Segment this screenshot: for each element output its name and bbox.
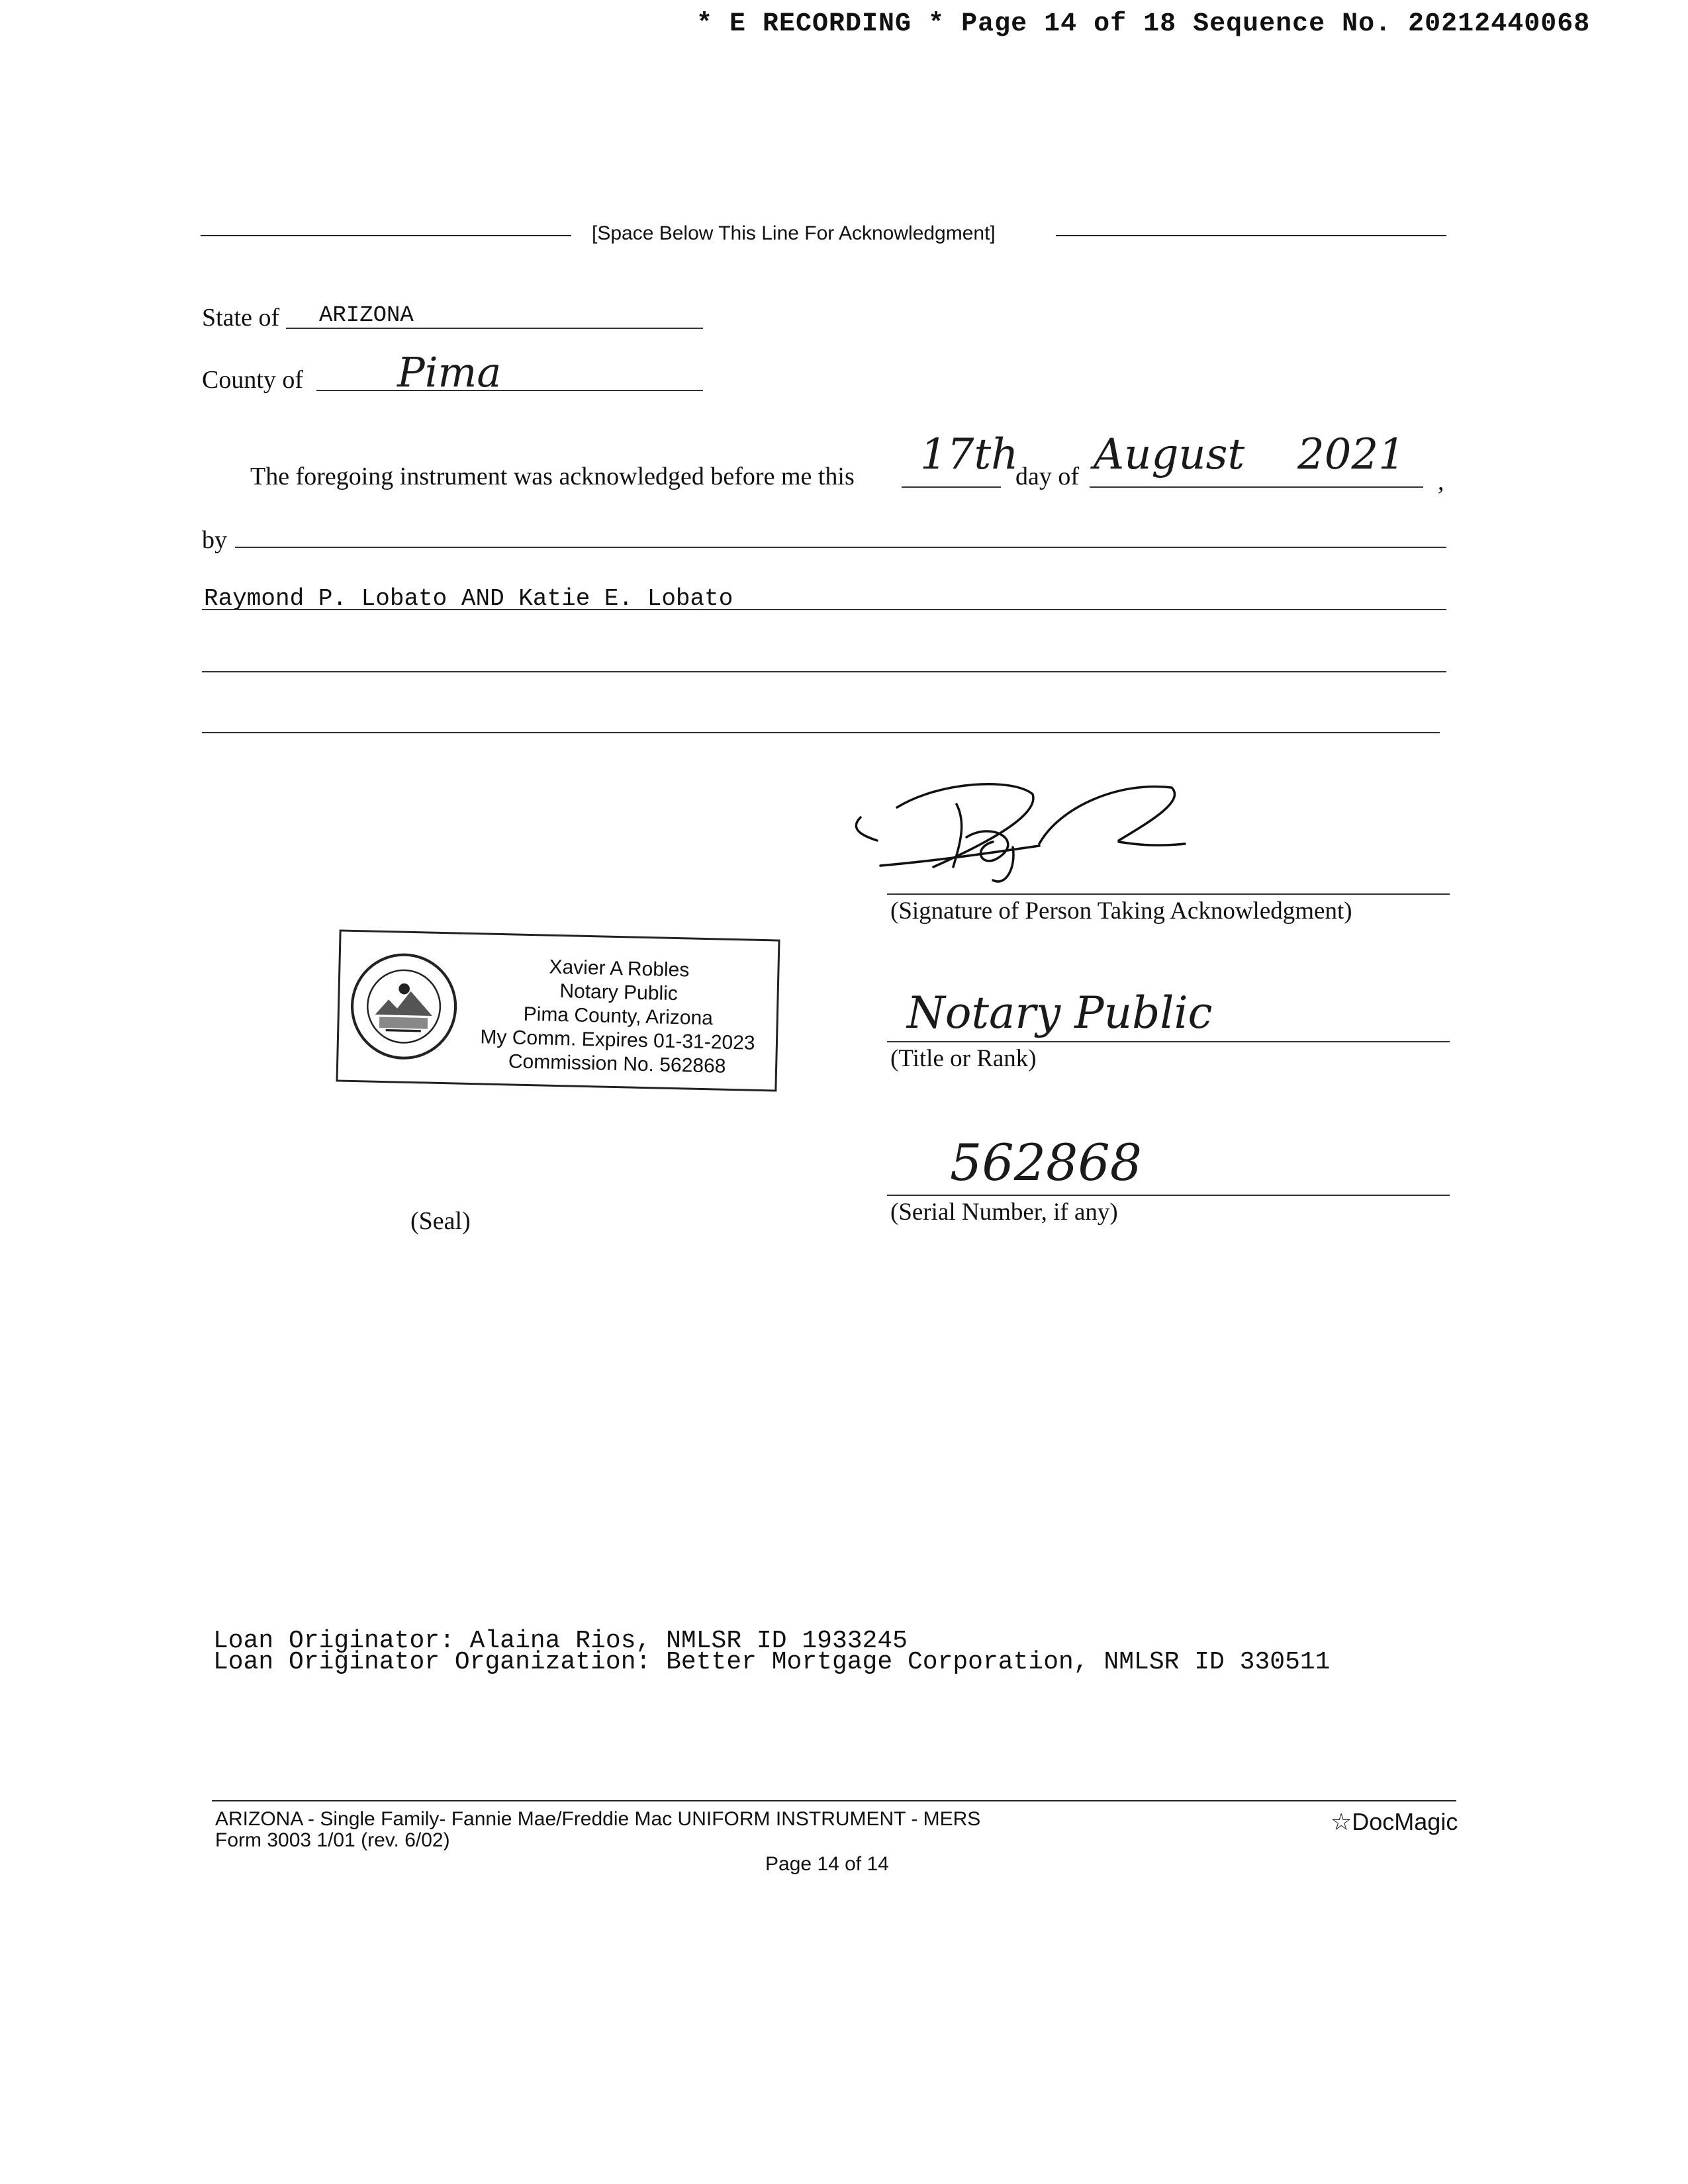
serial-field-line xyxy=(887,1195,1450,1196)
county-value-handwritten: Pima xyxy=(397,348,502,396)
sentence-comma: , xyxy=(1438,468,1444,496)
stamp-notary-title: Notary Public xyxy=(559,980,679,1005)
by-field-line xyxy=(235,547,1446,548)
title-field-line xyxy=(887,1041,1450,1042)
recording-header: * E RECORDING * Page 14 of 18 Sequence No. 20212440068 xyxy=(696,9,1591,39)
arizona-state-seal-icon xyxy=(348,950,460,1063)
star-outline-icon: ☆ xyxy=(1331,1808,1352,1835)
footer-form-title: ARIZONA - Single Family- Fannie Mae/Freddie Mac UNIFORM INSTRUMENT - MERS xyxy=(215,1808,981,1830)
day-value-handwritten: 17th xyxy=(920,430,1019,479)
docmagic-brand xyxy=(1331,1808,1458,1836)
footer-page-number: Page 14 of 14 xyxy=(765,1853,889,1875)
state-value: ARIZONA xyxy=(319,303,414,328)
serial-value-handwritten: 562868 xyxy=(950,1133,1143,1192)
month-year-field-line xyxy=(1090,486,1423,488)
county-field-line xyxy=(316,390,703,391)
signature-field-line xyxy=(887,893,1450,895)
month-value-handwritten: August xyxy=(1094,430,1245,479)
stamp-county: Pima County, Arizona xyxy=(523,1003,714,1030)
year-value-handwritten: 2021 xyxy=(1297,430,1405,479)
stamp-notary-name: Xavier A Robles xyxy=(549,956,690,981)
stamp-commission-number: Commission No. 562868 xyxy=(508,1050,726,1077)
loan-originator-line: Loan Originator: Alaina Rios, NMLSR ID 1933245 xyxy=(213,1627,908,1655)
county-label: County of xyxy=(202,366,304,394)
acknowledgment-sentence: The foregoing instrument was acknowledged before me this xyxy=(250,463,855,490)
heading-rule-right xyxy=(1056,235,1446,236)
docmagic-brand-label: DocMagic xyxy=(1352,1808,1458,1835)
acknowledgment-heading: [Space Below This Line For Acknowledgment] xyxy=(592,222,996,244)
title-value-handwritten: Notary Public xyxy=(907,987,1213,1038)
footer-rule xyxy=(212,1800,1456,1801)
heading-rule-left xyxy=(201,235,571,236)
footer-form-number: Form 3003 1/01 (rev. 6/02) xyxy=(215,1829,450,1851)
blank-field-line-2 xyxy=(202,732,1440,733)
notary-stamp xyxy=(336,929,780,1091)
day-of-label: day of xyxy=(1015,463,1080,490)
day-field-line xyxy=(902,486,1001,488)
blank-field-line-1 xyxy=(202,671,1446,672)
seal-label: (Seal) xyxy=(410,1207,471,1235)
loan-originator-organization-line: Loan Originator Organization: Better Mortgage Corporation, NMLSR ID 330511 xyxy=(213,1648,1331,1676)
signer-names: Raymond P. Lobato AND Katie E. Lobato xyxy=(204,585,733,612)
serial-caption: (Serial Number, if any) xyxy=(890,1199,1118,1226)
signers-field-line xyxy=(202,609,1446,610)
by-label: by xyxy=(202,526,227,554)
signature-caption: (Signature of Person Taking Acknowledgment) xyxy=(890,897,1352,925)
title-caption: (Title or Rank) xyxy=(890,1045,1037,1072)
stamp-expiration: My Comm. Expires 01-31-2023 xyxy=(480,1026,755,1054)
state-label: State of xyxy=(202,304,280,332)
